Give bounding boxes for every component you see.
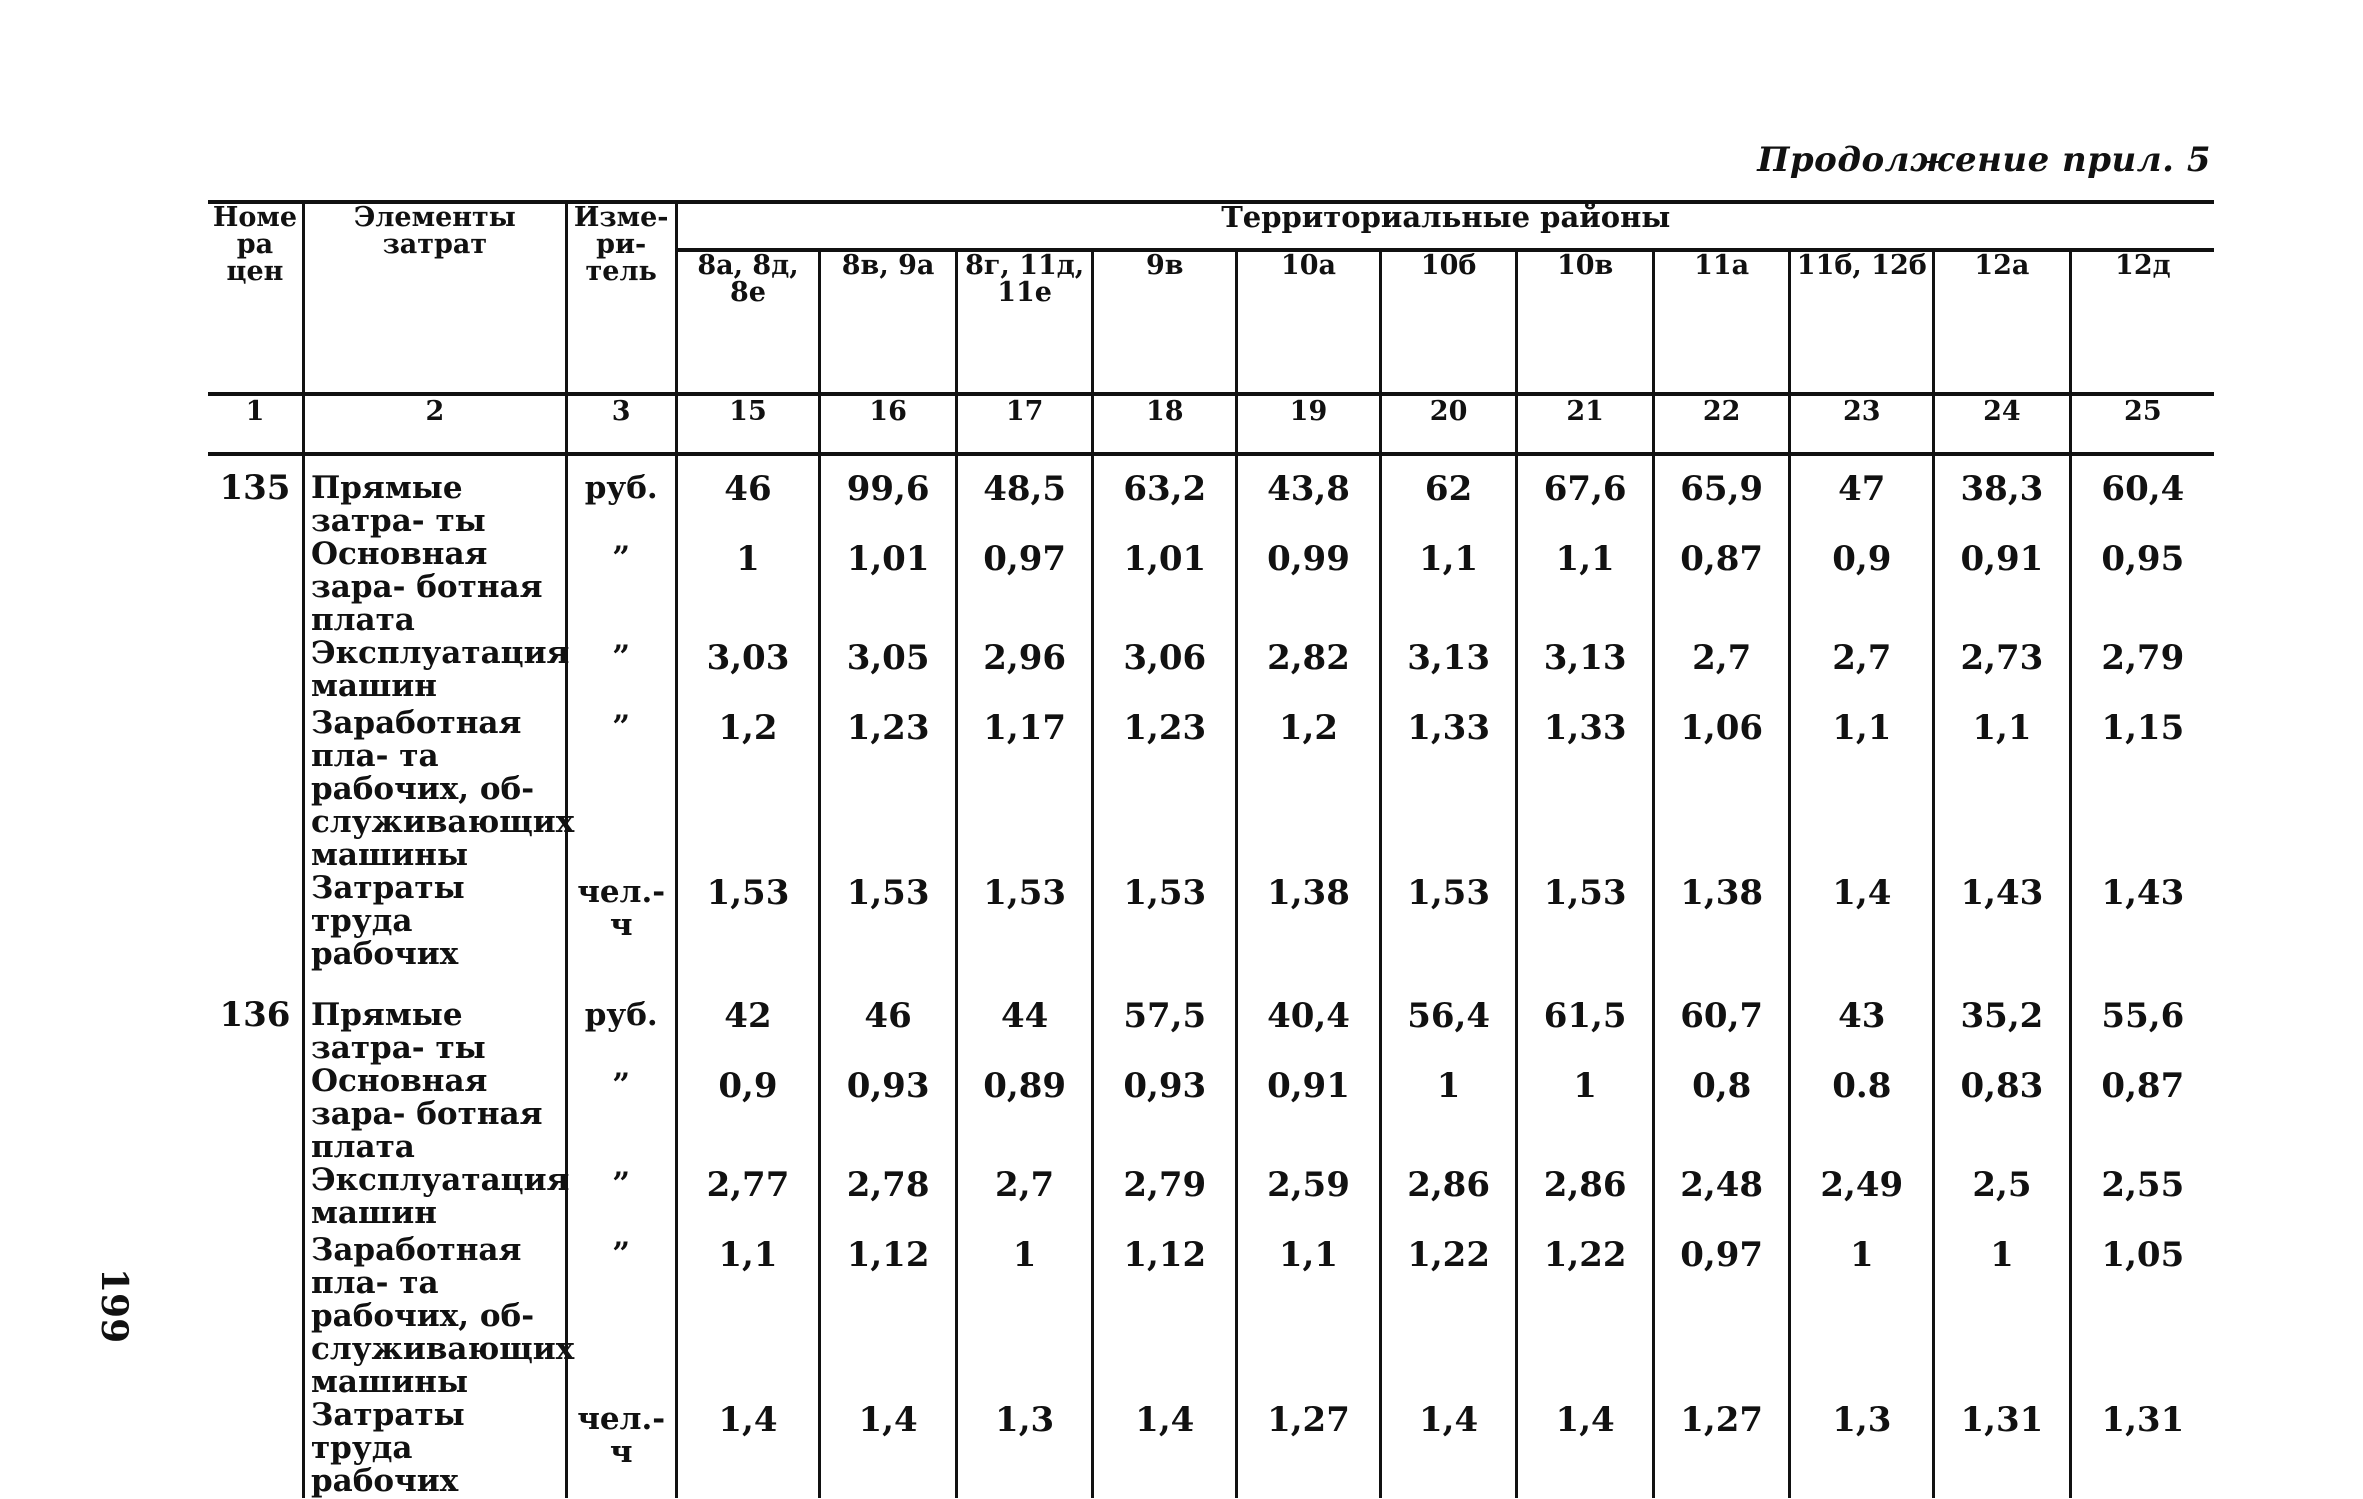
value-cell: 48,5 bbox=[956, 454, 1093, 538]
value-cell: 1,06 bbox=[1653, 707, 1790, 872]
value-cell: 47 bbox=[1790, 454, 1934, 538]
value-cell: 3,06 bbox=[1093, 637, 1237, 707]
value-cell: 1,3 bbox=[956, 1399, 1093, 1498]
table-header bbox=[208, 202, 2214, 454]
value-cell: 43,8 bbox=[1237, 454, 1381, 538]
value-cell: 1,15 bbox=[2070, 707, 2214, 872]
page-number: 199 bbox=[93, 1268, 135, 1344]
cost-element: Заработная пла- та рабочих, об- служивающих машины bbox=[303, 1234, 566, 1399]
value-cell: 1 bbox=[956, 1234, 1093, 1399]
header-region: 11б, 12б bbox=[1790, 250, 1934, 394]
header-region: 8г, 11д, 11е bbox=[956, 250, 1093, 394]
value-cell: 3,13 bbox=[1380, 637, 1517, 707]
value-cell: 1,43 bbox=[1934, 872, 2071, 971]
price-number: 136 bbox=[219, 995, 291, 1035]
value-cell: 2,86 bbox=[1517, 1164, 1654, 1234]
value-cell: 1,4 bbox=[820, 1399, 957, 1498]
value-cell: 1,33 bbox=[1380, 707, 1517, 872]
value-cell: 60,4 bbox=[2070, 454, 2214, 538]
unit: чел.-ч bbox=[566, 872, 676, 971]
header-region: 8в, 9а bbox=[820, 250, 957, 394]
header-region: 12д bbox=[2070, 250, 2214, 394]
value-cell: 1,4 bbox=[1517, 1399, 1654, 1498]
value-cell: 2,79 bbox=[2070, 637, 2214, 707]
column-number: 23 bbox=[1790, 394, 1934, 454]
value-cell: 1,31 bbox=[2070, 1399, 2214, 1498]
value-cell: 0.8 bbox=[1790, 1065, 1934, 1164]
value-cell: 2,96 bbox=[956, 637, 1093, 707]
value-cell: 1,1 bbox=[1934, 707, 2071, 872]
value-cell: 1,4 bbox=[1790, 872, 1934, 971]
value-cell: 43 bbox=[1790, 971, 1934, 1065]
price-number-empty bbox=[208, 1065, 303, 1164]
value-cell: 2,7 bbox=[956, 1164, 1093, 1234]
table-row bbox=[208, 637, 2214, 707]
value-cell: 1 bbox=[1380, 1065, 1517, 1164]
header-region: 8а, 8д, 8е bbox=[676, 250, 820, 394]
value-cell: 1,05 bbox=[2070, 1234, 2214, 1399]
value-cell: 0,9 bbox=[676, 1065, 820, 1164]
price-number-empty bbox=[208, 1399, 303, 1498]
value-cell: 1,1 bbox=[1517, 538, 1654, 637]
price-number-empty bbox=[208, 1234, 303, 1399]
value-cell: 1 bbox=[1517, 1065, 1654, 1164]
table-row bbox=[208, 538, 2214, 637]
value-cell: 1,38 bbox=[1653, 872, 1790, 971]
header-col-elements: Элементы затрат bbox=[303, 202, 566, 394]
unit: ” bbox=[566, 1065, 676, 1164]
unit: ” bbox=[566, 538, 676, 637]
value-cell: 1,53 bbox=[1093, 872, 1237, 971]
table-row bbox=[208, 1065, 2214, 1164]
table-row bbox=[208, 872, 2214, 971]
header-region: 9в bbox=[1093, 250, 1237, 394]
value-cell: 1 bbox=[676, 538, 820, 637]
value-cell: 1,23 bbox=[820, 707, 957, 872]
value-cell: 65,9 bbox=[1653, 454, 1790, 538]
value-cell: 2,77 bbox=[676, 1164, 820, 1234]
header-row bbox=[208, 202, 2214, 250]
value-cell: 42 bbox=[676, 971, 820, 1065]
value-cell: 1,1 bbox=[1237, 1234, 1381, 1399]
unit: руб. bbox=[566, 454, 676, 538]
value-cell: 46 bbox=[676, 454, 820, 538]
table-body bbox=[208, 454, 2214, 1498]
header-col-unit: Изме- ри- тель bbox=[566, 202, 676, 394]
value-cell: 1,4 bbox=[1380, 1399, 1517, 1498]
value-cell: 0,95 bbox=[2070, 538, 2214, 637]
value-cell: 2,7 bbox=[1790, 637, 1934, 707]
value-cell: 35,2 bbox=[1934, 971, 2071, 1065]
value-cell: 1,01 bbox=[820, 538, 957, 637]
unit: ” bbox=[566, 1234, 676, 1399]
price-number: 135 bbox=[219, 468, 291, 508]
value-cell: 1 bbox=[1934, 1234, 2071, 1399]
value-cell: 2,73 bbox=[1934, 637, 2071, 707]
value-cell: 0,93 bbox=[1093, 1065, 1237, 1164]
value-cell: 1,4 bbox=[1093, 1399, 1237, 1498]
value-cell: 1,53 bbox=[1380, 872, 1517, 971]
value-cell: 2,82 bbox=[1237, 637, 1381, 707]
price-number-empty bbox=[208, 872, 303, 971]
unit: ” bbox=[566, 707, 676, 872]
value-cell: 1,2 bbox=[1237, 707, 1381, 872]
header-regions-group: Территориальные районы bbox=[676, 202, 2214, 250]
value-cell: 44 bbox=[956, 971, 1093, 1065]
value-cell: 2,86 bbox=[1380, 1164, 1517, 1234]
value-cell: 99,6 bbox=[820, 454, 957, 538]
cost-element: Основная зара- ботная плата bbox=[303, 538, 566, 637]
column-number: 3 bbox=[566, 394, 676, 454]
value-cell: 0,97 bbox=[956, 538, 1093, 637]
table-row bbox=[208, 1164, 2214, 1234]
header-region: 11а bbox=[1653, 250, 1790, 394]
value-cell: 0,99 bbox=[1237, 538, 1381, 637]
value-cell: 1,22 bbox=[1380, 1234, 1517, 1399]
cost-element: Прямые затра- ты bbox=[303, 454, 566, 538]
value-cell: 2,5 bbox=[1934, 1164, 2071, 1234]
value-cell: 2,7 bbox=[1653, 637, 1790, 707]
cost-table bbox=[208, 200, 2214, 1498]
header-region: 10в bbox=[1517, 250, 1654, 394]
table-row bbox=[208, 1234, 2214, 1399]
value-cell: 0,97 bbox=[1653, 1234, 1790, 1399]
value-cell: 67,6 bbox=[1517, 454, 1654, 538]
value-cell: 1,27 bbox=[1653, 1399, 1790, 1498]
value-cell: 2,49 bbox=[1790, 1164, 1934, 1234]
value-cell: 1,23 bbox=[1093, 707, 1237, 872]
value-cell: 56,4 bbox=[1380, 971, 1517, 1065]
value-cell: 1,53 bbox=[956, 872, 1093, 971]
price-number-empty bbox=[208, 1164, 303, 1234]
value-cell: 3,03 bbox=[676, 637, 820, 707]
value-cell: 0,83 bbox=[1934, 1065, 2071, 1164]
header-region: 12а bbox=[1934, 250, 2071, 394]
column-number: 16 bbox=[820, 394, 957, 454]
value-cell: 2,55 bbox=[2070, 1164, 2214, 1234]
column-number: 17 bbox=[956, 394, 1093, 454]
value-cell: 40,4 bbox=[1237, 971, 1381, 1065]
value-cell: 1,33 bbox=[1517, 707, 1654, 872]
column-number: 2 bbox=[303, 394, 566, 454]
cost-element: Эксплуатация машин bbox=[303, 637, 566, 707]
value-cell: 2,79 bbox=[1093, 1164, 1237, 1234]
table-row bbox=[208, 971, 2214, 1065]
table-row bbox=[208, 454, 2214, 538]
value-cell: 1,53 bbox=[1517, 872, 1654, 971]
value-cell: 2,48 bbox=[1653, 1164, 1790, 1234]
value-cell: 1,38 bbox=[1237, 872, 1381, 971]
value-cell: 1 bbox=[1790, 1234, 1934, 1399]
price-number-empty bbox=[208, 707, 303, 872]
column-number: 19 bbox=[1237, 394, 1381, 454]
column-number: 20 bbox=[1380, 394, 1517, 454]
unit: руб. bbox=[566, 971, 676, 1065]
column-number: 22 bbox=[1653, 394, 1790, 454]
column-number: 15 bbox=[676, 394, 820, 454]
value-cell: 3,05 bbox=[820, 637, 957, 707]
price-number-empty bbox=[208, 637, 303, 707]
header-col-number: Номе ра цен bbox=[208, 202, 303, 394]
value-cell: 62 bbox=[1380, 454, 1517, 538]
value-cell: 38,3 bbox=[1934, 454, 2071, 538]
value-cell: 1,01 bbox=[1093, 538, 1237, 637]
value-cell: 1,17 bbox=[956, 707, 1093, 872]
header-region: 10б bbox=[1380, 250, 1517, 394]
value-cell: 57,5 bbox=[1093, 971, 1237, 1065]
column-number: 18 bbox=[1093, 394, 1237, 454]
value-cell: 2,78 bbox=[820, 1164, 957, 1234]
cost-element: Затраты труда рабочих bbox=[303, 872, 566, 971]
price-number-empty bbox=[208, 538, 303, 637]
value-cell: 1,1 bbox=[1380, 538, 1517, 637]
column-number: 1 bbox=[208, 394, 303, 454]
header-column-numbers-row bbox=[208, 394, 2214, 454]
value-cell: 1,31 bbox=[1934, 1399, 2071, 1498]
value-cell: 1,2 bbox=[676, 707, 820, 872]
column-number: 25 bbox=[2070, 394, 2214, 454]
value-cell: 60,7 bbox=[1653, 971, 1790, 1065]
value-cell: 1,4 bbox=[676, 1399, 820, 1498]
value-cell: 55,6 bbox=[2070, 971, 2214, 1065]
cost-element: Прямые затра- ты bbox=[303, 971, 566, 1065]
cost-element: Основная зара- ботная плата bbox=[303, 1065, 566, 1164]
value-cell: 1,3 bbox=[1790, 1399, 1934, 1498]
value-cell: 1,22 bbox=[1517, 1234, 1654, 1399]
value-cell: 0,87 bbox=[1653, 538, 1790, 637]
value-cell: 0,93 bbox=[820, 1065, 957, 1164]
value-cell: 1,1 bbox=[1790, 707, 1934, 872]
value-cell: 1,1 bbox=[676, 1234, 820, 1399]
value-cell: 2,59 bbox=[1237, 1164, 1381, 1234]
column-number: 24 bbox=[1934, 394, 2071, 454]
cost-element: Эксплуатация машин bbox=[303, 1164, 566, 1234]
table-row bbox=[208, 707, 2214, 872]
unit: ” bbox=[566, 637, 676, 707]
value-cell: 1,53 bbox=[676, 872, 820, 971]
value-cell: 46 bbox=[820, 971, 957, 1065]
cost-element: Заработная пла- та рабочих, об- служивающих машины bbox=[303, 707, 566, 872]
value-cell: 1,43 bbox=[2070, 872, 2214, 971]
value-cell: 63,2 bbox=[1093, 454, 1237, 538]
unit: чел.-ч bbox=[566, 1399, 676, 1498]
value-cell: 0,91 bbox=[1237, 1065, 1381, 1164]
column-number: 21 bbox=[1517, 394, 1654, 454]
value-cell: 1,27 bbox=[1237, 1399, 1381, 1498]
value-cell: 0,89 bbox=[956, 1065, 1093, 1164]
value-cell: 1,12 bbox=[1093, 1234, 1237, 1399]
value-cell: 0,8 bbox=[1653, 1065, 1790, 1164]
value-cell: 0,87 bbox=[2070, 1065, 2214, 1164]
value-cell: 61,5 bbox=[1517, 971, 1654, 1065]
value-cell: 1,53 bbox=[820, 872, 957, 971]
table-row bbox=[208, 1399, 2214, 1498]
unit: ” bbox=[566, 1164, 676, 1234]
value-cell: 3,13 bbox=[1517, 637, 1654, 707]
value-cell: 1,12 bbox=[820, 1234, 957, 1399]
value-cell: 0,9 bbox=[1790, 538, 1934, 637]
cost-element: Затраты труда рабочих bbox=[303, 1399, 566, 1498]
header-region: 10а bbox=[1237, 250, 1381, 394]
continuation-caption: Продолжение прил. 5 bbox=[1757, 140, 2211, 180]
value-cell: 0,91 bbox=[1934, 538, 2071, 637]
